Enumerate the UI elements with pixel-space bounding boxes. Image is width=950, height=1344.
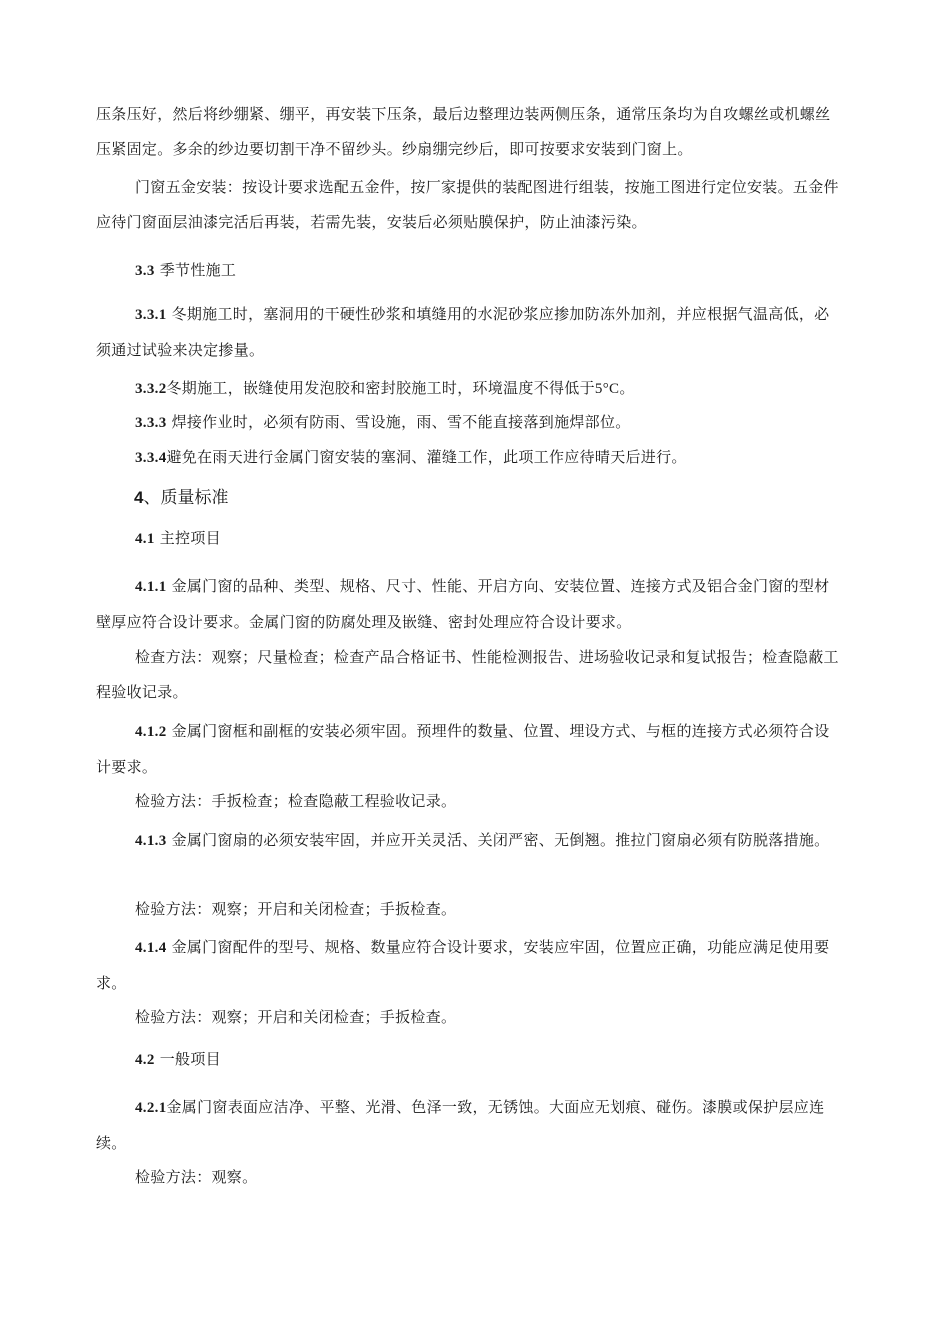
paragraph-hardware-install: 门窗五金安装：按设计要求选配五金件，按厂家提供的装配图进行组装，按施工图进行定位安装。五金件应待门窗面层油漆完活后再装，若需先装，安装后必须贴膜保护，防止油漆污染。 [96, 178, 839, 231]
item-4-1-1 [96, 569, 844, 640]
item-number: 3.3.1 [135, 307, 167, 323]
check-method-4-1-3: 检验方法：观察；开启和关闭检查；手扳检查。 [135, 900, 457, 918]
section-title: 一般项目 [159, 1050, 221, 1068]
item-number: 4.1.2 [135, 724, 167, 740]
item-text: 金属门窗配件的型号、规格、数量应符合设计要求，安装应牢固，位置应正确，功能应满足使用要求。 [96, 938, 830, 992]
item-3-3-1 [96, 297, 844, 368]
heading-number: 4 [134, 488, 144, 507]
item-4-1-2 [96, 714, 844, 785]
section-number: 4.1 [135, 531, 155, 547]
item-number: 3.3.4 [135, 450, 167, 466]
item-text: 金属门窗扇的必须安装牢固，并应开关灵活、关闭严密、无倒翘。推拉门窗扇必须有防脱落措施。 [166, 831, 830, 849]
item-4-1-3 [96, 823, 844, 859]
item-text: 避免在雨天进行金属门窗安装的塞洞、灌缝工作，此项工作应待晴天后进行。 [166, 448, 687, 466]
section-number: 3.3 [135, 263, 155, 279]
subheading-4-2 [96, 1042, 844, 1078]
paragraph-screen-install: 压条压好，然后将纱绷紧、绷平，再安装下压条，最后边整理边装两侧压条，通常压条均为自攻螺丝或机螺丝压紧固定。多余的纱边要切割干净不留纱头。纱扇绷完纱后，即可按要求安装到门窗上。 [96, 105, 831, 158]
section-number: 4.2 [135, 1052, 155, 1068]
item-text: 金属门窗的品种、类型、规格、尺寸、性能、开启方向、安装位置、连接方式及铝合金门窗的型材壁厚应符合设计要求。金属门窗的防腐处理及嵌缝、密封处理应符合设计要求。 [96, 577, 830, 631]
section-heading-4 [134, 483, 228, 513]
heading-title: 、质量标准 [143, 488, 229, 508]
check-method-4-1-2: 检验方法：手扳检查；检查隐蔽工程验收记录。 [135, 792, 457, 810]
item-text: 焊接作业时，必须有防雨、雪设施，雨、雪不能直接落到施焊部位。 [166, 413, 631, 431]
item-3-3-2 [96, 371, 844, 407]
section-title: 主控项目 [159, 529, 221, 547]
check-method-4-1-1: 检查方法：观察；尺量检查；检查产品合格证书、性能检测报告、进场验收记录和复试报告；检查隐蔽工程验收记录。 [96, 648, 839, 701]
item-3-3-4 [96, 440, 844, 476]
item-number: 4.1.4 [135, 940, 167, 956]
item-number: 4.1.1 [135, 579, 167, 595]
section-title: 季节性施工 [159, 261, 237, 279]
subheading-4-1 [96, 521, 844, 557]
item-text: 金属门窗表面应洁净、平整、光滑、色泽一致，无锈蚀。大面应无划痕、碰伤。漆膜或保护层应连续。 [96, 1098, 825, 1152]
item-text: 金属门窗框和副框的安装必须牢固。预埋件的数量、位置、埋设方式、与框的连接方式必须符合设计要求。 [96, 722, 830, 776]
temperature-value: 5°C [594, 381, 620, 397]
item-4-1-4 [96, 930, 844, 1001]
item-text: 冬期施工时，塞洞用的干硬性砂浆和填缝用的水泥砂浆应掺加防冻外加剂，并应根据气温高低，必须通过试验来决定掺量。 [96, 305, 830, 359]
item-4-2-1 [96, 1090, 844, 1161]
item-3-3-3 [96, 405, 844, 441]
item-number: 4.1.3 [135, 833, 167, 849]
item-number: 3.3.3 [135, 415, 167, 431]
section-heading-3-3 [96, 253, 844, 289]
check-method-4-2-1: 检验方法：观察。 [135, 1168, 258, 1186]
check-method-4-1-4: 检验方法：观察；开启和关闭检查；手扳检查。 [135, 1008, 457, 1026]
item-text: 冬期施工，嵌缝使用发泡胶和密封胶施工时，环境温度不得低于 [166, 379, 595, 397]
item-number: 3.3.2 [135, 381, 167, 397]
item-number: 4.2.1 [135, 1100, 167, 1116]
item-text-end: 。 [619, 379, 635, 397]
